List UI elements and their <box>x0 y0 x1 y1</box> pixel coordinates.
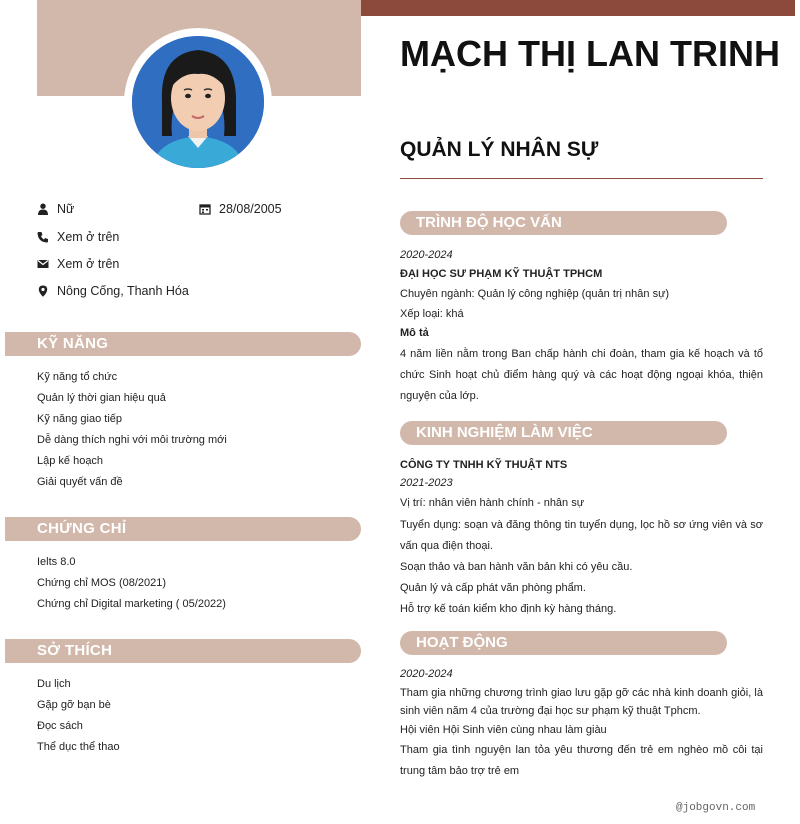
hobbies-list <box>37 674 120 758</box>
experience-heading: KINH NGHIỆM LÀM VIỆC <box>416 424 593 441</box>
activities-heading-bar <box>400 631 727 655</box>
header-accent-bar <box>361 0 795 16</box>
hobbies-heading: SỞ THÍCH <box>37 642 113 659</box>
activities-section <box>400 666 763 782</box>
list-item: Kỹ năng tổ chức <box>37 371 118 383</box>
list-item: Kỹ năng giao tiếp <box>37 413 123 425</box>
hobbies-heading-bar <box>5 639 361 663</box>
experience-company: CÔNG TY TNHH KỸ THUẬT NTS <box>400 459 568 471</box>
skills-heading-bar <box>5 332 361 356</box>
skills-heading: KỸ NĂNG <box>37 335 109 352</box>
experience-period: 2021-2023 <box>400 477 453 489</box>
education-period: 2020-2024 <box>400 249 453 261</box>
list-item: Du lịch <box>37 678 71 690</box>
person-icon <box>37 203 49 215</box>
list-item: Chứng chỉ MOS (08/2021) <box>37 577 167 589</box>
gender-value: Nữ <box>57 202 75 216</box>
list-item: Quản lý thời gian hiệu quả <box>37 392 166 404</box>
list-item: Gặp gỡ bạn bè <box>37 699 111 711</box>
mail-icon <box>37 258 49 270</box>
certificates-heading: CHỨNG CHỈ <box>37 520 127 537</box>
experience-duty: Soạn thảo và ban hành văn bản khi có yêu cầu. <box>400 561 633 573</box>
candidate-name: MẠCH THỊ LAN TRINH <box>400 33 780 74</box>
education-section <box>400 247 763 407</box>
education-grade: Xếp loại: khá <box>400 308 464 320</box>
education-school: ĐẠI HỌC SƯ PHẠM KỸ THUẬT TPHCM <box>400 268 603 280</box>
certificates-list <box>37 552 226 615</box>
experience-duty: Quản lý và cấp phát văn phòng phẩm. <box>400 582 586 594</box>
list-item: Ielts 8.0 <box>37 556 76 568</box>
list-item: Đọc sách <box>37 720 83 732</box>
profile-photo <box>132 36 264 168</box>
education-desc: 4 năm liền nằm trong Ban chấp hành chi đoàn, tham gia kế hoạch và tổ chức Sinh hoạt chủ điểm hàng quý và các hoạt động ngoại khóa, thiện nguyện của lớp. <box>400 348 763 402</box>
header-divider <box>400 178 763 179</box>
birthdate-value: 28/08/2005 <box>219 202 282 216</box>
education-desc-label: Mô tả <box>400 327 429 339</box>
activities-heading: HOẠT ĐỘNG <box>416 634 508 651</box>
education-heading-bar <box>400 211 727 235</box>
activity-item: Tham gia những chương trình giao lưu gặp gỡ các nhà kinh doanh giỏi, là sinh viên năm 4 của trường đại học sư phạm kỹ thuật Tphcm. <box>400 687 763 717</box>
activity-item: Tham gia tình nguyện lan tỏa yêu thương đến trẻ em nghèo mồ côi tại trung tâm bảo trợ trẻ em <box>400 744 763 777</box>
avatar <box>124 28 272 176</box>
list-item: Giải quyết vấn đề <box>37 476 123 488</box>
location-icon <box>37 285 49 297</box>
phone-value: Xem ở trên <box>57 230 120 244</box>
activity-item: Hội viên Hội Sinh viên cùng nhau làm giàu <box>400 724 607 736</box>
list-item: Lập kế hoạch <box>37 455 104 467</box>
address-value: Nông Cống, Thanh Hóa <box>57 284 189 298</box>
calendar-icon <box>199 203 211 215</box>
activities-period: 2020-2024 <box>400 668 453 680</box>
job-title: QUẢN LÝ NHÂN SỰ <box>400 138 599 161</box>
experience-duty: Tuyển dụng: soạn và đăng thông tin tuyển dụng, lọc hồ sơ ứng viên và sơ vấn qua điện thoại. <box>400 519 763 552</box>
education-heading: TRÌNH ĐỘ HỌC VẤN <box>416 214 562 231</box>
education-major: Chuyên ngành: Quản lý công nghiệp (quản trị nhân sự) <box>400 288 670 300</box>
skills-list <box>37 367 227 493</box>
certificates-heading-bar <box>5 517 361 541</box>
experience-heading-bar <box>400 421 727 445</box>
footer-watermark: @jobgovn.com <box>676 802 756 814</box>
email-value: Xem ở trên <box>57 257 120 271</box>
list-item: Chứng chỉ Digital marketing ( 05/2022) <box>37 598 226 610</box>
list-item: Thể dục thể thao <box>37 741 120 753</box>
experience-section <box>400 457 763 620</box>
phone-icon <box>37 231 49 243</box>
experience-duty: Hỗ trợ kế toán kiểm kho định kỳ hàng tháng. <box>400 603 617 615</box>
list-item: Dễ dàng thích nghi với môi trường mới <box>37 434 227 446</box>
experience-position: Vị trí: nhân viên hành chính - nhân sự <box>400 497 585 509</box>
